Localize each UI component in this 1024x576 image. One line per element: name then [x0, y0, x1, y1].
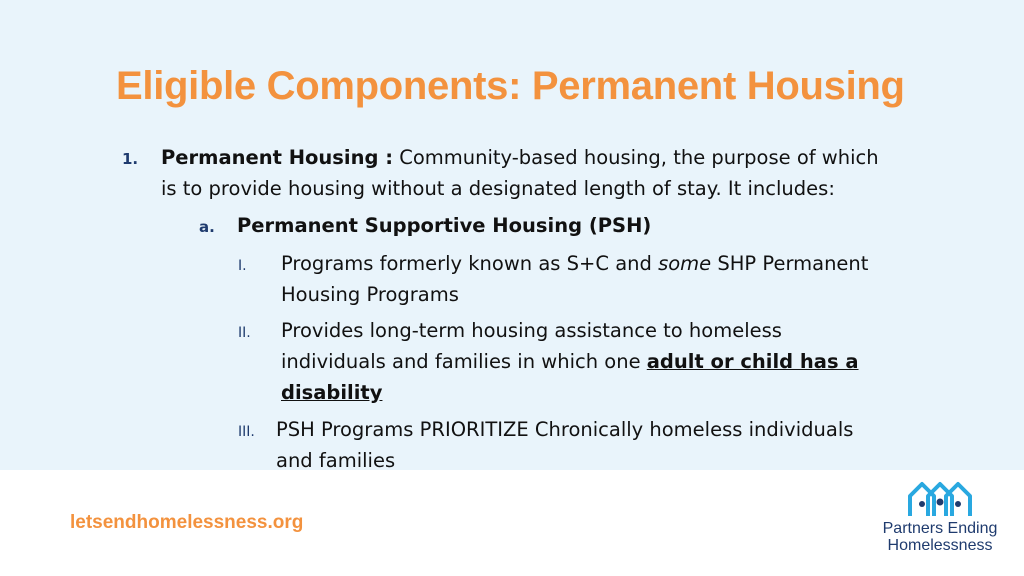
item-ii-line-3: disability — [281, 381, 383, 404]
item-1-definition-2: is to provide housing without a designated length of stay. It includes: — [161, 177, 835, 200]
partners-ending-homelessness-logo — [872, 478, 1008, 558]
item-ii-line-1: Provides long-term housing assistance to homeless — [281, 319, 782, 342]
item-ii-marker: II. — [238, 325, 251, 341]
item-1-marker: 1. — [122, 150, 139, 168]
item-i-emphasis: some — [658, 252, 712, 275]
item-ii-emphasis: adult or child has a — [646, 350, 859, 373]
slide-title: Eligible Components: Permanent Housing — [116, 64, 905, 108]
item-a-marker: a. — [199, 218, 215, 236]
item-1-line-1 — [161, 143, 879, 173]
logo-text-line-1: Partners Ending — [882, 520, 998, 537]
item-i-line-2: Housing Programs — [281, 283, 459, 306]
item-iii-line-1: PSH Programs PRIORITIZE Chronically homeless individuals — [276, 418, 854, 441]
footer-website: letsendhomelessness.org — [70, 512, 304, 533]
item-a-label: Permanent Supportive Housing (PSH) — [237, 214, 652, 237]
item-ii-line-2 — [281, 347, 859, 377]
logo-text-line-2: Homelessness — [887, 537, 993, 554]
item-iii-marker: III. — [238, 424, 255, 440]
item-1-definition-1: Community-based housing, the purpose of which — [393, 146, 879, 169]
item-ii-text-before: individuals and families in which one — [281, 350, 647, 373]
item-i-text-after: SHP Permanent — [711, 252, 869, 275]
item-i-marker: I. — [238, 258, 247, 274]
houses-icon — [872, 478, 1008, 518]
item-i-line-1 — [281, 249, 868, 279]
item-i-text-before: Programs formerly known as S+C and — [281, 252, 659, 275]
item-iii-line-2: and families — [276, 449, 396, 472]
item-1-term: Permanent Housing : — [161, 146, 394, 169]
